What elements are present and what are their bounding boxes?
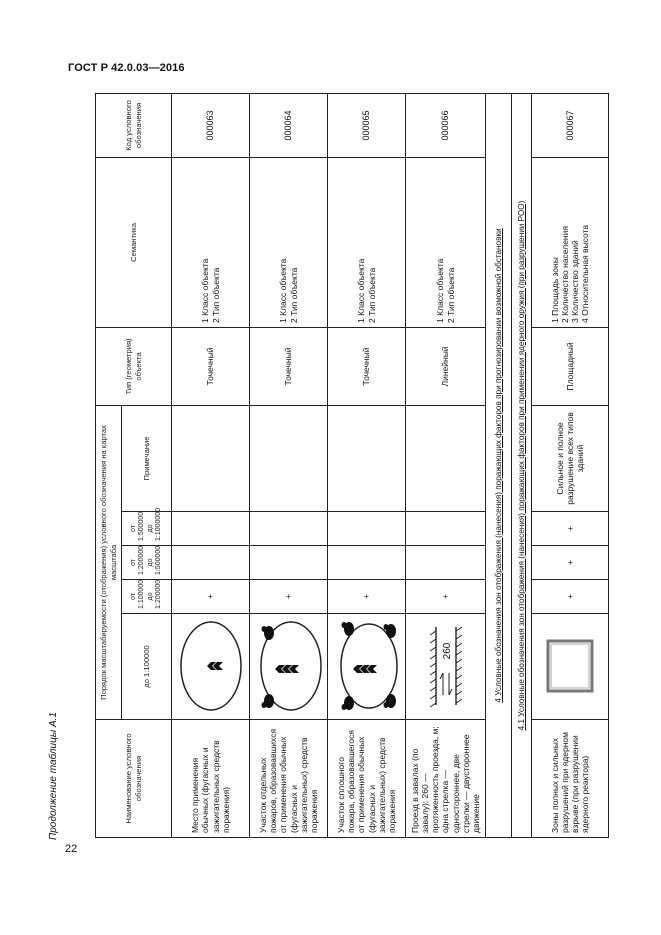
- note-value: [328, 405, 406, 511]
- conventional-weapon-site-icon: [175, 617, 247, 715]
- semantics-value: 1 Класс объекта 2 Тип объекта: [406, 157, 486, 327]
- scale-1m-value: [250, 512, 328, 546]
- note-value: [250, 405, 328, 511]
- table-caption: Продолжение таблицы А.1: [48, 712, 59, 840]
- note-value: Сильное и полное разрушение всех типов зданий: [532, 405, 609, 511]
- col-type: Тип (геометрия) объекта: [96, 327, 172, 405]
- scale-200k-value: +: [250, 580, 328, 614]
- scale-500k-value: [406, 546, 486, 580]
- symbol-cell: [172, 614, 250, 720]
- section-4-1-heading: 4.1 Условные обозначения зон отображения (нанесения) поражающих факторов при применении ядерного оружия (при разрушении РОО): [512, 93, 532, 837]
- code-value: 000063: [172, 93, 250, 157]
- code-value: 000064: [250, 93, 328, 157]
- scale-200k-value: +: [406, 580, 486, 614]
- symbol-cell: [328, 614, 406, 720]
- row-name: Место применения обычных (фугасных и зажигательных средств поражения): [172, 720, 250, 838]
- symbol-cell: [532, 614, 609, 720]
- table-row: [172, 93, 250, 837]
- col-name: Наименование условного обозначения: [96, 720, 172, 838]
- code-value: 000067: [532, 93, 609, 157]
- scale-500k-value: [328, 546, 406, 580]
- row-name: Проезд в завалах (по завалу): 260 — протяженность проезда, м; одна стрелка — одностороннее, две стрелки — двустороннее движение: [406, 720, 486, 838]
- page-number: 22: [65, 843, 78, 855]
- rotated-table-container: [95, 94, 591, 838]
- semantics-value: 1 Площадь зоны 2 Количество населения 3 Количество зданий 4 Относительная высота: [532, 157, 609, 327]
- standard-title: ГОСТ Р 42.0.03—2016: [68, 62, 185, 74]
- scale-200k-value: +: [172, 580, 250, 614]
- note-value: [172, 405, 250, 511]
- section-4-heading: 4 Условные обозначения зон отображения (нанесения) поражающих факторов при прогнозировании возможной обстановки: [486, 93, 512, 837]
- symbol-cell: [406, 614, 486, 720]
- note-value: [406, 405, 486, 511]
- col-semantics: Семантика: [96, 157, 172, 327]
- col-code: Код условного обозначения: [96, 93, 172, 157]
- table-row: [406, 93, 486, 837]
- continuous-fire-icon: [331, 617, 403, 715]
- col-note: Примечание: [122, 405, 172, 511]
- row-name: Участок сплошного пожара, образовавшегося от применения обычных (фугасных и зажигательных) средств поражения: [328, 720, 406, 838]
- scale-1m-value: [328, 512, 406, 546]
- symbol-cell: [250, 614, 328, 720]
- scale-500k-value: [172, 546, 250, 580]
- section-heading-row: [512, 93, 532, 837]
- rubble-passage-icon: [410, 617, 482, 715]
- header-row-1: [96, 93, 122, 837]
- fire-mark-icon: [261, 626, 274, 708]
- table-row: [328, 93, 406, 837]
- semantics-value: 1 Класс объекта 2 Тип объекта: [328, 157, 406, 327]
- row-name: Зоны полных и сильных разрушений при ядерном взрыве (при разрушении ядерного реактора): [532, 720, 609, 838]
- col-scale-group: Порядок масштабируемости (отображения) условного обозначения на картах масштаба: [96, 405, 122, 719]
- scale-500k-value: [250, 546, 328, 580]
- col-scale-100k: до 1:100000: [122, 614, 172, 720]
- table-row: [532, 93, 609, 837]
- type-value: Точечный: [328, 327, 406, 405]
- type-value: Площадный: [532, 327, 609, 405]
- scale-1m-value: +: [532, 512, 609, 546]
- col-scale-1m: от 1:500000 до 1:1000000: [122, 512, 172, 546]
- scale-1m-value: [406, 512, 486, 546]
- scale-200k-value: +: [328, 580, 406, 614]
- type-value: Линейный: [406, 327, 486, 405]
- col-scale-200k: от 1:100000 до 1:200000: [122, 580, 172, 614]
- code-value: 000065: [328, 93, 406, 157]
- scale-500k-value: +: [532, 546, 609, 580]
- scale-200k-value: +: [532, 580, 609, 614]
- semantics-value: 1 Класс объекта 2 Тип объекта: [250, 157, 328, 327]
- passage-length-label: 260: [441, 642, 453, 660]
- type-value: Точечный: [250, 327, 328, 405]
- row-name: Участок отдельных пожаров, образовавшихся от применения обычных (фугасных и зажигательных) средств поражения: [250, 720, 328, 838]
- separate-fires-icon: [253, 617, 325, 715]
- destruction-zone-icon: [534, 617, 606, 715]
- col-scale-500k: от 1:200000 до 1:500000: [122, 546, 172, 580]
- section-heading-row: [486, 93, 512, 837]
- table-row: [250, 93, 328, 837]
- symbols-table: [95, 93, 609, 838]
- scale-1m-value: [172, 512, 250, 546]
- semantics-value: 1 Класс объекта 2 Тип объекта: [172, 157, 250, 327]
- code-value: 000066: [406, 93, 486, 157]
- type-value: Точечный: [172, 327, 250, 405]
